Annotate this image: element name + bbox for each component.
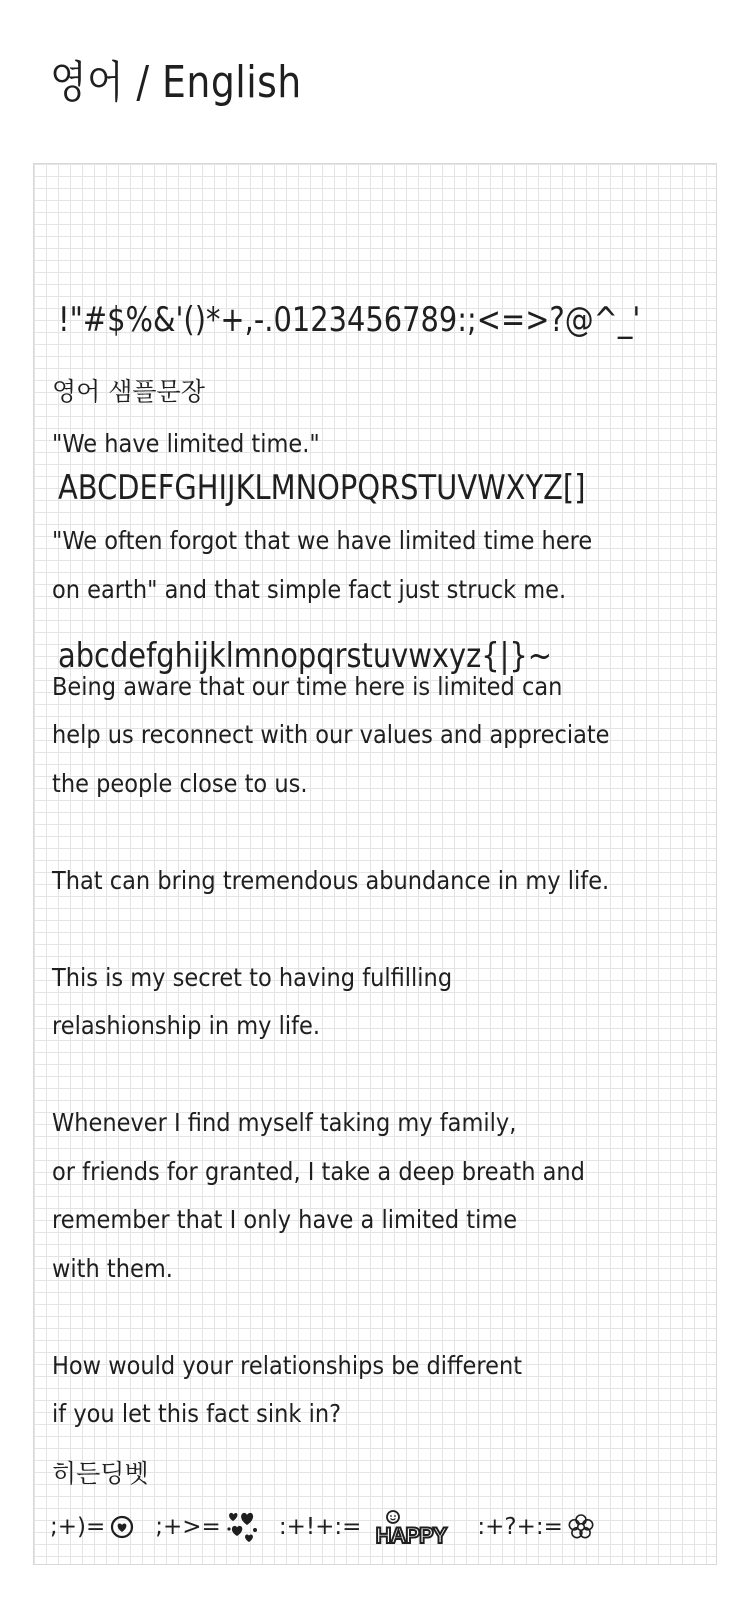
charset-line-uppercase: ABCDEFGHIJKLMNOPQRSTUVWXYZ[]: [58, 468, 586, 508]
sample-line: with them.: [52, 1253, 173, 1283]
dingbat-item: [50, 1514, 135, 1540]
sample-blank-line: [52, 1051, 610, 1100]
sample-blank-line: [52, 469, 610, 518]
sample-line: Whenever I find myself taking my family,: [52, 1108, 517, 1137]
sample-line: if you let this fact sink in?: [52, 1399, 342, 1428]
sample-line: This is my secret to having fulfilling: [52, 962, 453, 992]
sample-blank-line: [52, 614, 610, 663]
sample-line: help us reconnect with our values and appreciate: [52, 720, 610, 749]
dingbat-item: [477, 1513, 595, 1541]
sample-line: How would your relationships be different: [52, 1350, 523, 1380]
dingbat-item: [279, 1508, 458, 1546]
hearts-cluster-icon: [225, 1509, 259, 1545]
dingbat-code: :+?+:=: [477, 1514, 563, 1540]
sample-paragraphs: [52, 420, 671, 1439]
charset-line-symbols: !"#$%&'()*+,-.0123456789:;<=>?@^_': [58, 300, 641, 340]
happy-word-icon: [365, 1508, 457, 1546]
dingbat-row: [50, 1505, 595, 1549]
sample-line: "We often forgot that we have limited time here: [52, 526, 593, 555]
sample-blank-line: [52, 808, 610, 857]
dingbat-code: ;+)=: [50, 1514, 106, 1540]
sample-line: the people close to us.: [52, 768, 308, 798]
sample-line: "We have limited time.": [52, 429, 320, 458]
dingbat-item: [155, 1509, 259, 1545]
flower-icon: [567, 1513, 595, 1541]
page-title: 영어 / English: [50, 57, 302, 108]
sample-blank-line: [52, 1293, 610, 1342]
sample-line: or friends for granted, I take a deep breath and: [52, 1156, 585, 1186]
dingbat-section-label: 히든딩벳: [52, 1459, 149, 1488]
dingbat-code: ;+>=: [155, 1514, 221, 1540]
sample-line: on earth" and that simple fact just struck me.: [52, 574, 567, 604]
sample-line: That can bring tremendous abundance in my life.: [52, 865, 610, 895]
happy-word-text: HAPPY: [375, 1523, 447, 1546]
sample-section-label: 영어 샘플문장: [52, 377, 205, 406]
charset-line-lowercase: abcdefghijklmnopqrstuvwxyz{|}~: [58, 636, 552, 676]
dingbat-code: :+!+:=: [278, 1514, 362, 1540]
sample-blank-line: [52, 905, 610, 954]
sample-line: remember that I only have a limited time: [52, 1205, 518, 1234]
sample-line: relashionship in my life.: [52, 1011, 321, 1040]
sample-line: Being aware that our time here is limited can: [52, 671, 563, 701]
smiley-heart-icon: [109, 1514, 135, 1540]
